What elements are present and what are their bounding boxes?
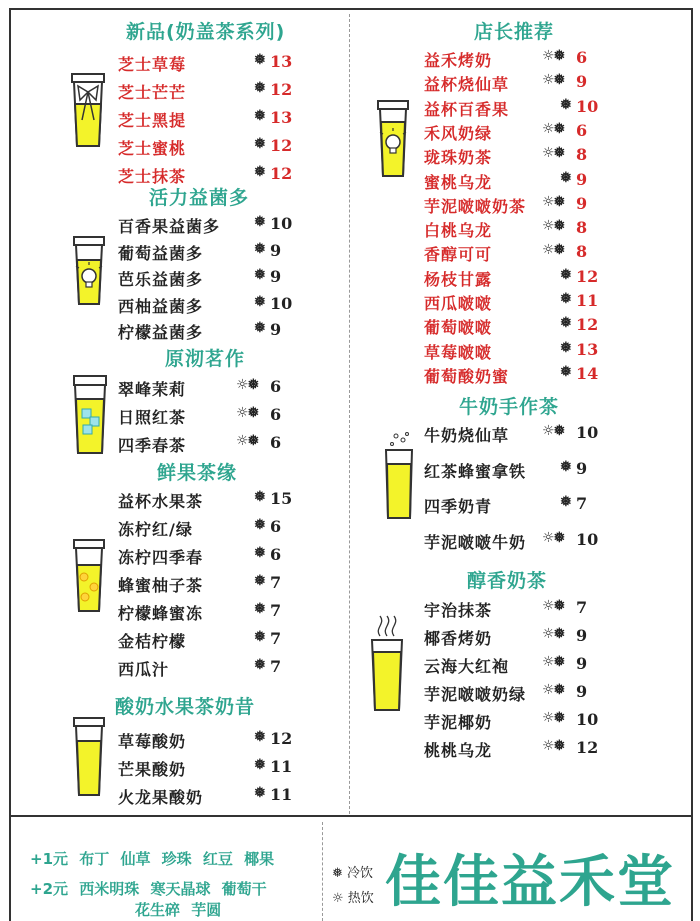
menu-item-price: 9 bbox=[576, 72, 588, 92]
menu-item-row bbox=[424, 423, 614, 447]
temperature-icon: ☼❅ bbox=[236, 433, 259, 449]
temperature-icon: ☼❅ bbox=[542, 654, 565, 670]
menu-item-name: 芋泥啵啵牛奶 bbox=[424, 532, 527, 552]
menu-item-name: 蜜桃乌龙 bbox=[424, 172, 493, 192]
menu-item-row bbox=[118, 405, 308, 429]
menu-item-row bbox=[118, 294, 308, 318]
menu-item-price: 7 bbox=[270, 601, 282, 620]
temperature-icon: ❅ bbox=[254, 136, 265, 152]
menu-item-row bbox=[118, 214, 308, 238]
menu-item-name: 益杯百香果 bbox=[424, 99, 510, 119]
temperature-icon: ❅ bbox=[254, 785, 265, 801]
section-title-milk: 牛奶手作茶 bbox=[459, 396, 560, 418]
menu-item-price: 10 bbox=[576, 423, 599, 442]
menu-item-price: 13 bbox=[270, 108, 293, 127]
menu-item-name: 芋泥椰奶 bbox=[424, 713, 493, 732]
menu-item-name: 芋泥啵啵奶茶 bbox=[424, 196, 527, 216]
menu-item-name: 草莓酸奶 bbox=[118, 732, 187, 751]
menu-item-price: 12 bbox=[270, 164, 293, 183]
section-title-probiotic: 活力益菌多 bbox=[149, 187, 250, 209]
menu-item-row bbox=[424, 242, 614, 266]
cup-steam-icon bbox=[368, 612, 406, 712]
menu-item-name: 杨枝甘露 bbox=[424, 269, 493, 289]
menu-item-row bbox=[424, 267, 614, 291]
temperature-icon: ☼❅ bbox=[542, 193, 565, 210]
menu-item-price: 9 bbox=[576, 626, 588, 645]
section-title-fragrant: 醇香奶茶 bbox=[467, 570, 548, 592]
section-title-yogurt: 酸奶水果茶奶昔 bbox=[115, 696, 256, 718]
menu-item-row bbox=[118, 489, 308, 513]
brand-logo-text: 佳佳益禾堂 bbox=[385, 850, 675, 915]
menu-item-name: 芝士草莓 bbox=[118, 55, 187, 74]
addon-2-yuan: +2元 西米明珠 寒天晶球 葡萄干 bbox=[30, 880, 267, 898]
menu-item-name: 芝士抹茶 bbox=[118, 167, 187, 186]
temperature-icon: ☼❅ bbox=[542, 626, 565, 642]
temperature-icon: ❅ bbox=[254, 517, 265, 533]
cup-milk-icon bbox=[382, 430, 416, 520]
temperature-icon: ❅ bbox=[254, 214, 265, 230]
section-title-tea: 原沏茗作 bbox=[165, 348, 246, 370]
menu-item-row bbox=[118, 629, 308, 653]
menu-item-name: 西瓜啵啵 bbox=[424, 294, 493, 313]
section-title-fruit: 鲜果茶缘 bbox=[157, 462, 238, 484]
cup-yogurt-icon bbox=[70, 715, 108, 797]
menu-item-name: 火龙果酸奶 bbox=[118, 788, 204, 807]
menu-item-price: 6 bbox=[270, 433, 282, 452]
menu-item-row bbox=[118, 164, 308, 188]
temperature-icon: ❅ bbox=[254, 108, 265, 124]
menu-item-row bbox=[118, 80, 308, 104]
cup-bow-icon bbox=[68, 70, 108, 148]
menu-item-name: 芒果酸奶 bbox=[118, 760, 187, 779]
menu-item-name: 云海大红袍 bbox=[424, 657, 510, 676]
temperature-icon: ❅ bbox=[254, 545, 265, 561]
menu-item-row bbox=[424, 738, 614, 762]
menu-item-row bbox=[424, 364, 614, 388]
menu-item-name: 芝士蜜桃 bbox=[118, 139, 187, 158]
menu-item-name: 冻柠四季春 bbox=[118, 548, 204, 567]
menu-item-row bbox=[424, 194, 614, 218]
menu-item-price: 9 bbox=[270, 240, 282, 260]
menu-item-name: 芭乐益菌多 bbox=[118, 270, 204, 289]
menu-item-price: 9 bbox=[576, 682, 588, 701]
menu-item-price: 11 bbox=[576, 291, 599, 310]
menu-item-price: 12 bbox=[576, 315, 599, 335]
menu-item-name: 桃桃乌龙 bbox=[424, 741, 493, 760]
menu-item-price: 7 bbox=[270, 657, 282, 676]
temperature-icon: ❅ bbox=[560, 291, 571, 307]
menu-item-row bbox=[118, 267, 308, 291]
menu-item-name: 椰香烤奶 bbox=[424, 629, 493, 648]
menu-item-price: 7 bbox=[576, 494, 588, 513]
menu-item-name: 芝士芒芒 bbox=[118, 83, 187, 102]
temperature-icon: ❅ bbox=[560, 96, 571, 113]
temperature-icon: ❅ bbox=[254, 757, 265, 773]
temperature-icon: ❅ bbox=[254, 52, 265, 68]
temperature-icon: ☼❅ bbox=[542, 120, 565, 137]
menu-item-name: 香醇可可 bbox=[424, 245, 493, 265]
menu-item-row bbox=[424, 72, 614, 96]
temperature-icon: ❅ bbox=[254, 729, 265, 745]
menu-item-name: 芝士黑提 bbox=[118, 111, 187, 130]
menu-item-price: 7 bbox=[576, 598, 588, 617]
menu-item-price: 12 bbox=[576, 266, 599, 286]
addon-2-yuan-cont: 花生碎 芋圆 bbox=[135, 901, 222, 919]
temperature-icon: ❅ bbox=[254, 267, 265, 283]
menu-item-name: 宇治抹茶 bbox=[424, 601, 493, 620]
menu-item-row bbox=[118, 433, 308, 457]
menu-item-price: 6 bbox=[576, 120, 588, 140]
menu-item-price: 9 bbox=[576, 193, 588, 213]
footer-divider bbox=[9, 815, 693, 817]
menu-item-price: 9 bbox=[270, 267, 282, 286]
temperature-icon: ❅ bbox=[560, 266, 571, 283]
menu-item-row bbox=[424, 710, 614, 734]
menu-item-price: 9 bbox=[576, 654, 588, 673]
menu-item-row bbox=[424, 682, 614, 706]
menu-item-row bbox=[424, 654, 614, 678]
temperature-icon: ❅ bbox=[254, 293, 265, 310]
legend-cold: ❅ 冷饮 bbox=[332, 866, 374, 881]
menu-item-price: 7 bbox=[270, 573, 282, 592]
menu-item-price: 10 bbox=[576, 529, 599, 549]
temperature-icon: ☼❅ bbox=[542, 598, 565, 614]
menu-item-row bbox=[118, 377, 308, 401]
menu-item-name: 冻柠红/绿 bbox=[118, 520, 193, 539]
menu-item-price: 13 bbox=[576, 339, 599, 359]
menu-item-row bbox=[118, 757, 308, 781]
temperature-icon: ❅ bbox=[254, 489, 265, 505]
menu-item-price: 13 bbox=[270, 52, 293, 71]
temperature-icon: ❅ bbox=[254, 240, 265, 257]
temperature-icon: ❅ bbox=[254, 80, 265, 96]
menu-item-name: 益杯烧仙草 bbox=[424, 75, 510, 95]
column-divider bbox=[349, 14, 350, 814]
menu-item-name: 翠峰茉莉 bbox=[118, 380, 187, 399]
menu-item-name: 益杯水果茶 bbox=[118, 492, 204, 511]
menu-item-name: 红茶蜂蜜拿铁 bbox=[424, 461, 527, 481]
temperature-icon: ❅ bbox=[254, 657, 265, 673]
menu-item-row bbox=[424, 530, 614, 554]
menu-item-row bbox=[424, 626, 614, 650]
menu-item-price: 8 bbox=[576, 145, 588, 165]
menu-item-row bbox=[424, 218, 614, 242]
menu-item-row bbox=[118, 320, 308, 344]
menu-item-name: 葡萄酸奶蜜 bbox=[424, 366, 510, 386]
temperature-icon: ☼❅ bbox=[542, 682, 565, 698]
menu-item-row bbox=[424, 97, 614, 121]
menu-item-price: 9 bbox=[576, 458, 588, 478]
menu-item-price: 7 bbox=[270, 629, 282, 648]
temperature-icon: ☼❅ bbox=[542, 710, 565, 726]
temperature-icon: ☼❅ bbox=[542, 72, 565, 89]
menu-item-row bbox=[424, 598, 614, 622]
menu-item-row bbox=[118, 573, 308, 597]
temperature-icon: ❅ bbox=[560, 315, 571, 332]
menu-item-price: 9 bbox=[576, 169, 588, 189]
menu-item-row bbox=[118, 241, 308, 265]
menu-item-price: 6 bbox=[270, 517, 282, 536]
menu-item-row bbox=[424, 48, 614, 72]
menu-item-price: 8 bbox=[576, 218, 588, 238]
menu-item-price: 12 bbox=[576, 738, 599, 757]
menu-item-price: 12 bbox=[270, 80, 293, 99]
menu-item-name: 草莓啵啵 bbox=[424, 342, 493, 362]
menu-item-row bbox=[118, 517, 308, 541]
menu-item-price: 6 bbox=[270, 405, 282, 424]
menu-item-name: 白桃乌龙 bbox=[424, 221, 493, 241]
menu-item-name: 金桔柠檬 bbox=[118, 632, 187, 651]
temperature-icon: ☼❅ bbox=[542, 738, 565, 754]
menu-item-name: 西柚益菌多 bbox=[118, 296, 204, 316]
menu-item-price: 9 bbox=[270, 320, 282, 339]
temperature-icon: ❅ bbox=[560, 339, 571, 356]
temperature-icon: ❅ bbox=[254, 629, 265, 645]
menu-item-price: 6 bbox=[576, 48, 588, 67]
menu-item-row bbox=[424, 459, 614, 483]
menu-item-row bbox=[118, 52, 308, 76]
menu-item-price: 11 bbox=[270, 757, 293, 776]
menu-item-row bbox=[118, 545, 308, 569]
temperature-icon: ☼❅ bbox=[542, 529, 565, 546]
menu-item-row bbox=[118, 601, 308, 625]
section-title-manager: 店长推荐 bbox=[474, 21, 555, 43]
menu-item-name: 益禾烤奶 bbox=[424, 51, 493, 70]
menu-item-price: 8 bbox=[576, 242, 588, 262]
menu-item-row bbox=[424, 291, 614, 315]
menu-item-name: 柠檬蜂蜜冻 bbox=[118, 604, 204, 623]
menu-item-row bbox=[424, 121, 614, 145]
menu-item-price: 10 bbox=[270, 214, 293, 233]
menu-item-price: 14 bbox=[576, 363, 599, 383]
temperature-icon: ☼❅ bbox=[542, 48, 565, 64]
menu-item-price: 10 bbox=[270, 293, 293, 313]
temperature-icon: ☼❅ bbox=[542, 218, 565, 235]
menu-item-name: 牛奶烧仙草 bbox=[424, 426, 510, 445]
temperature-icon: ❅ bbox=[254, 601, 265, 617]
menu-item-name: 禾风奶绿 bbox=[424, 123, 493, 143]
cup-lemon-icon bbox=[70, 537, 108, 613]
menu-item-row bbox=[424, 170, 614, 194]
menu-item-row bbox=[118, 108, 308, 132]
menu-item-name: 芋泥啵啵奶绿 bbox=[424, 685, 527, 704]
legend-hot: ☼ 热饮 bbox=[332, 891, 374, 906]
menu-item-name: 珑珠奶茶 bbox=[424, 148, 493, 168]
menu-item-row bbox=[118, 136, 308, 160]
menu-item-price: 12 bbox=[270, 136, 293, 155]
menu-item-price: 6 bbox=[270, 377, 282, 396]
cup-bulb-icon-2 bbox=[374, 98, 412, 178]
menu-item-price: 15 bbox=[270, 489, 293, 508]
menu-item-price: 10 bbox=[576, 710, 599, 729]
temperature-icon: ☼❅ bbox=[236, 405, 259, 421]
menu-item-price: 11 bbox=[270, 785, 293, 804]
menu-item-row bbox=[424, 315, 614, 339]
temperature-icon: ☼❅ bbox=[542, 423, 565, 439]
temperature-icon: ❅ bbox=[560, 169, 571, 186]
temperature-icon: ☼❅ bbox=[542, 242, 565, 259]
temperature-icon: ❅ bbox=[254, 573, 265, 589]
menu-item-name: 葡萄啵啵 bbox=[424, 318, 493, 338]
menu-item-row bbox=[118, 729, 308, 753]
menu-item-name: 四季奶青 bbox=[424, 497, 493, 516]
temperature-icon: ❅ bbox=[254, 320, 265, 336]
menu-item-price: 10 bbox=[576, 96, 599, 116]
cup-ice-icon bbox=[70, 373, 110, 455]
menu-item-row bbox=[118, 657, 308, 681]
menu-item-price: 12 bbox=[270, 729, 293, 748]
temperature-icon: ☼❅ bbox=[236, 377, 259, 393]
menu-item-name: 百香果益菌多 bbox=[118, 217, 221, 236]
temperature-icon: ❅ bbox=[254, 164, 265, 180]
temperature-icon: ❅ bbox=[560, 494, 571, 510]
temperature-icon: ❅ bbox=[560, 458, 571, 475]
menu-item-name: 柠檬益菌多 bbox=[118, 323, 204, 342]
menu-item-name: 西瓜汁 bbox=[118, 660, 170, 679]
section-title-new: 新品(奶盖茶系列) bbox=[126, 21, 286, 43]
menu-item-name: 四季春茶 bbox=[118, 436, 187, 455]
menu-item-name: 葡萄益菌多 bbox=[118, 243, 204, 263]
menu-item-name: 日照红茶 bbox=[118, 408, 187, 427]
menu-item-price: 6 bbox=[270, 545, 282, 564]
temperature-icon: ❅ bbox=[560, 363, 571, 380]
addon-1-yuan: +1元 布丁 仙草 珍珠 红豆 椰果 bbox=[30, 850, 275, 868]
menu-item-row bbox=[424, 494, 614, 518]
menu-item-row bbox=[424, 340, 614, 364]
temperature-icon: ☼❅ bbox=[542, 145, 565, 162]
menu-item-row bbox=[118, 785, 308, 809]
footer-column-divider bbox=[322, 822, 323, 921]
menu-item-row bbox=[424, 145, 614, 169]
cup-bulb-icon bbox=[70, 234, 108, 306]
menu-item-name: 蜂蜜柚子茶 bbox=[118, 576, 204, 595]
